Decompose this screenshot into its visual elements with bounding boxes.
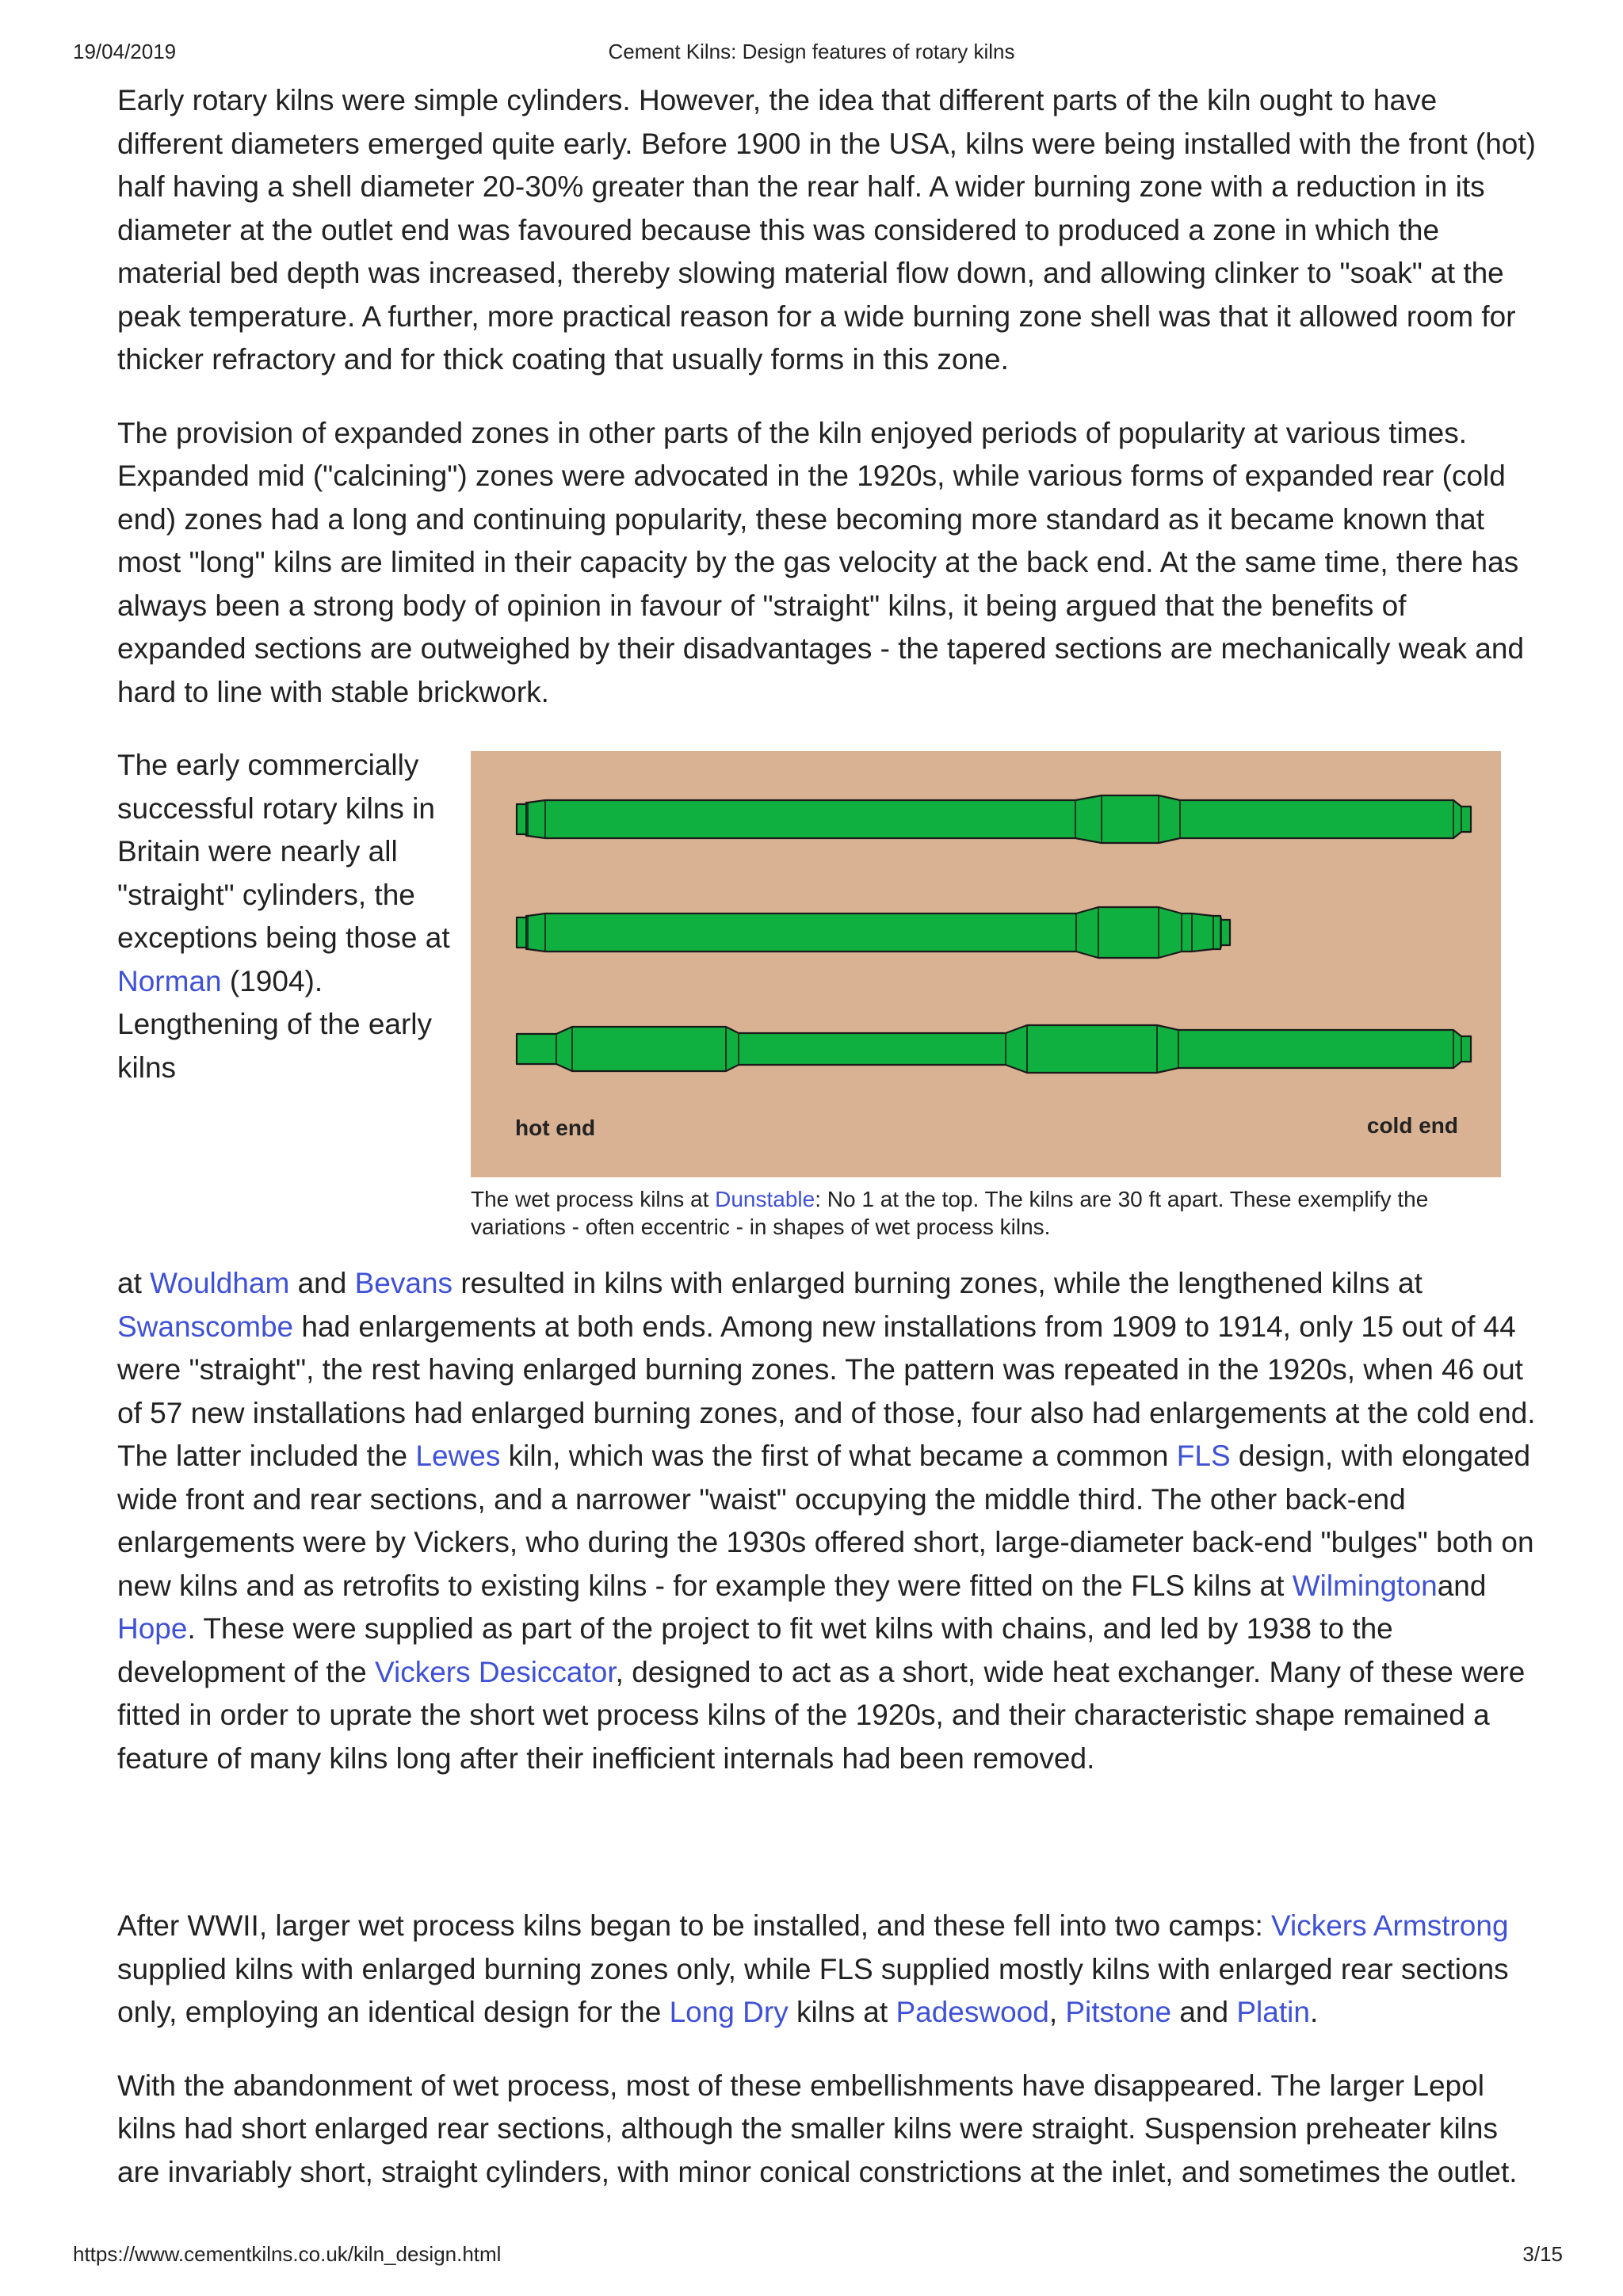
link-swanscombe[interactable]: Swanscombe	[117, 1310, 294, 1343]
text-run: kiln, which was the first of what became a common	[500, 1440, 1177, 1472]
paragraph-wet-process-abandonment: With the abandonment of wet process, most of these embellishments have disappeared. The larger Lepol kilns had short enlarged rear sections, although the smaller kilns were straight. Suspension preheater kilns are invariably short, straight cylinders, with minor conical constrictions at the inlet, and sometimes the outlet.	[117, 2069, 1518, 2188]
link-long-dry[interactable]: Long Dry	[669, 1996, 789, 2028]
text-run: at	[117, 1267, 151, 1299]
print-page-number: 3/15	[1522, 2242, 1563, 2266]
paragraph-post-wwii	[117, 1905, 1536, 2035]
text-run: After WWII, larger wet process kilns began to be installed, and these fell into two camps:	[117, 1909, 1272, 1942]
kiln-2-shell	[517, 907, 1230, 958]
link-padeswood[interactable]: Padeswood	[896, 1996, 1049, 2028]
text-run: resulted in kilns with enlarged burning zones, while the lengthened kilns at	[453, 1267, 1423, 1299]
link-wouldham[interactable]: Wouldham	[150, 1267, 290, 1299]
link-platin[interactable]: Platin	[1236, 1996, 1310, 2028]
kiln-shapes-diagram	[471, 751, 1501, 1177]
link-lewes[interactable]: Lewes	[415, 1440, 501, 1472]
cold-end-label: cold end	[1366, 1113, 1458, 1138]
link-wilmington[interactable]: Wilmington	[1292, 1569, 1438, 1602]
paragraph-enlargements	[117, 1262, 1536, 1780]
text-run: The early commercially successful rotary kilns in Britain were nearly all "straight" cylinders, the exceptions being those at	[117, 749, 450, 954]
figure-caption	[471, 1185, 1501, 1241]
link-vickers-armstrong[interactable]: Vickers Armstrong	[1271, 1909, 1509, 1942]
link-hope[interactable]: Hope	[117, 1612, 188, 1645]
text-run: and	[1437, 1569, 1487, 1602]
paragraph-british-kilns	[117, 744, 450, 1089]
text-run: had enlargements at both ends. Among new installations from 1909 to 1914, only 15 out of 44 were "straight", the rest having enlarged burning zones. The pattern was repeated in the 1920s, when 46 out of 57 new installations had enlarged burning zones, and of those, four also had enlargements at the cold end. The latter included the	[117, 1310, 1536, 1472]
link-bevans[interactable]: Bevans	[354, 1267, 453, 1299]
paragraph-early-kilns: Early rotary kilns were simple cylinders. However, the idea that different parts of the kiln ought to have different diameters emerged quite early. Before 1900 in the USA, kilns were being installed with the front (hot) half having a shell diameter 20-30% greater than the rear half. A wider burning zone with a reduction in its diameter at the outlet end was favoured because this was considered to produced a zone in which the material bed depth was increased, thereby slowing material flow down, and allowing clinker to "soak" at the peak temperature. A further, more practical reason for a wide burning zone shell was that it allowed room for thicker refractory and for thick coating that usually forms in this zone.	[117, 84, 1536, 376]
link-fls[interactable]: FLS	[1176, 1440, 1231, 1472]
link-vickers-desiccator[interactable]: Vickers Desiccator	[375, 1655, 616, 1688]
figure-section	[117, 744, 1536, 1905]
paragraph-expanded-zones: The provision of expanded zones in other parts of the kiln enjoyed periods of popularity at various times. Expanded mid ("calcining") zones were advocated in the 1920s, while various forms of expanded rear (cold end) zones had a long and continuing popularity, these becoming more standard as it became known that most "long" kilns are limited in their capacity by the gas velocity at the back end. At the same time, there has always been a strong body of opinion in favour of "straight" kilns, it being argued that the benefits of expanded sections are outweighed by their disadvantages - the tapered sections are mechanically weak and hard to line with stable brickwork.	[117, 416, 1525, 708]
link-norman[interactable]: Norman	[117, 964, 222, 997]
link-pitstone[interactable]: Pitstone	[1065, 1996, 1172, 2028]
print-url: https://www.cementkilns.co.uk/kiln_design.html	[73, 2242, 502, 2266]
text-run: , designed to act as a short, wide heat exchanger. Many of these were fitted in order to uprate the short wet process kilns of the 1920s, and their characteristic shape remained a feature of many kilns long after their inefficient internals had been removed.	[117, 1655, 1526, 1775]
kiln-1-shell	[517, 795, 1471, 843]
kiln-3-shell	[517, 1025, 1471, 1073]
text-run: : No 1 at the top. The kilns are 30 ft apart. These exemplify the variations - often eccentric - in shapes of wet process kilns.	[471, 1187, 1429, 1239]
text-run: The wet process kilns at	[471, 1187, 716, 1211]
hot-end-label: hot end	[515, 1116, 596, 1140]
print-date: 19/04/2019	[73, 40, 177, 63]
text-run: and	[1171, 1996, 1237, 2028]
dunstable-kilns-figure	[471, 751, 1501, 1241]
article-content	[117, 79, 1536, 2224]
text-run: supplied kilns with enlarged burning zones only, while FLS supplied mostly kilns with enlarged rear sections only, employing an identical design for the	[117, 1952, 1509, 2028]
text-run: and	[289, 1267, 355, 1299]
text-run: .	[1309, 1996, 1319, 2028]
text-run: kilns at	[788, 1996, 896, 2028]
print-page-title: Cement Kilns: Design features of rotary kilns	[608, 40, 1015, 63]
text-run: . These were supplied as part of the project to fit wet kilns with chains, and led by 1938 to the development of the	[117, 1612, 1393, 1688]
text-run: ,	[1048, 1996, 1066, 2028]
text-run: design, with elongated wide front and rear sections, and a narrower "waist" occupying the middle third. The other back-end enlargements were by Vickers, who during the 1930s offered short, large-diameter back-end "bulges" both on new kilns and as retrofits to existing kilns - for example they were fitted on the FLS kilns at	[117, 1440, 1534, 1602]
text-run: (1904). Lengthening of the early kilns	[117, 964, 433, 1084]
link-dunstable[interactable]: Dunstable	[715, 1187, 815, 1211]
